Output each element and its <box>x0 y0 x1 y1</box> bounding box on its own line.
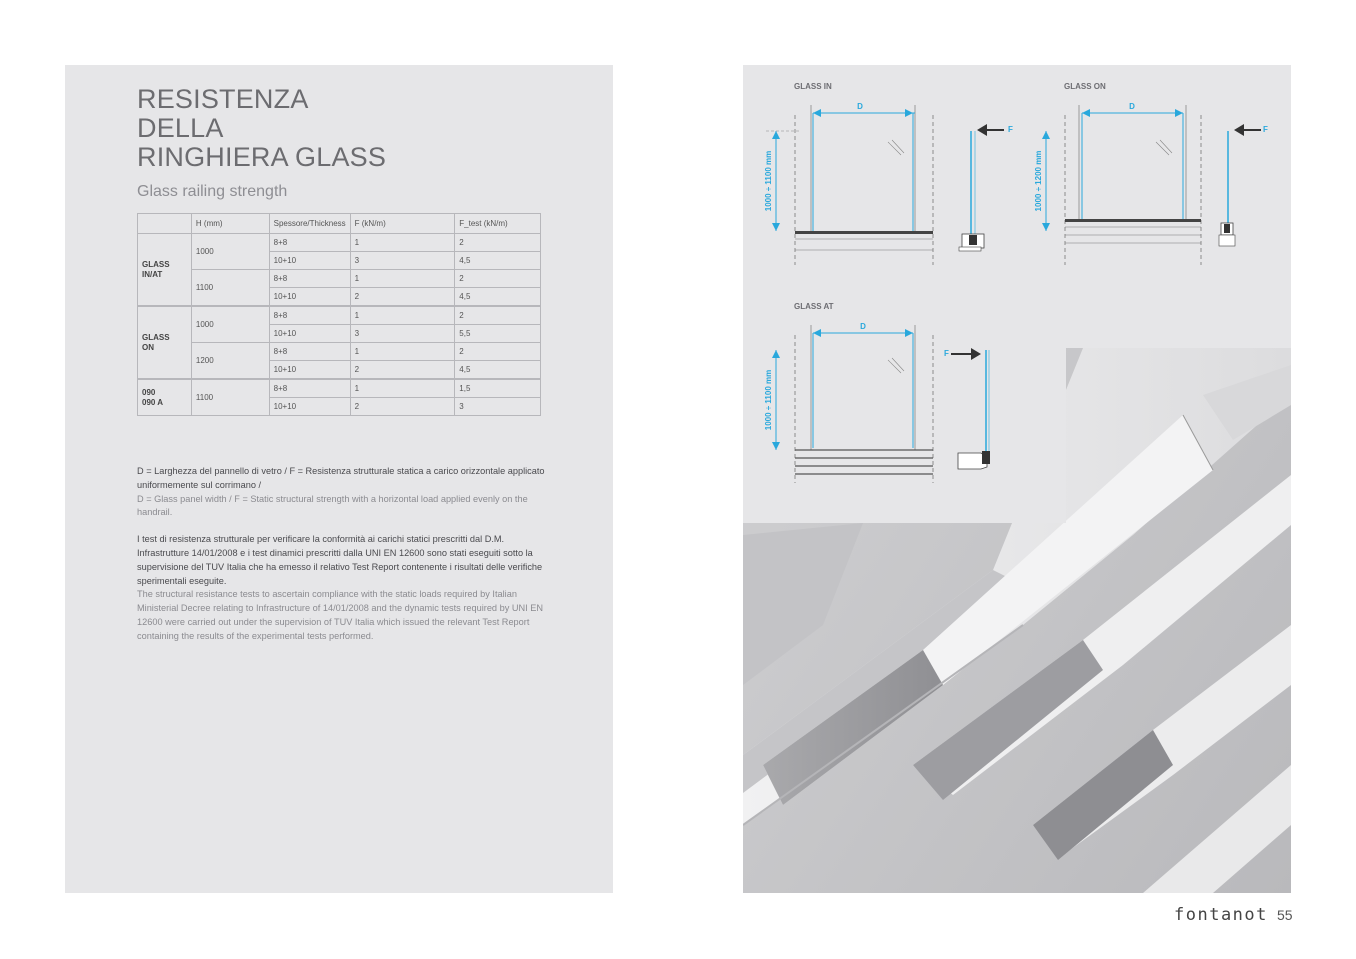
height-cell: 1200 <box>191 343 269 380</box>
height-cell: 1000 <box>191 306 269 343</box>
page-number: 55 <box>1277 907 1293 923</box>
strength-table <box>137 213 541 416</box>
table-row <box>138 270 541 288</box>
table-row <box>138 234 541 252</box>
group-label: GLASS ON <box>138 306 192 379</box>
table-cell: 4,5 <box>455 252 541 270</box>
title-line-1: RESISTENZA <box>137 84 309 114</box>
table-row <box>138 379 541 398</box>
dimension-d: D <box>857 102 863 111</box>
table-cell: 10+10 <box>269 252 350 270</box>
diagram-label: GLASS IN <box>794 82 832 91</box>
table-cell: 10+10 <box>269 288 350 307</box>
table-cell: 1 <box>350 343 455 361</box>
legend-english: D = Glass panel width / F = Static structural strength with a horizontal load applied evenly on the handrail. <box>137 493 528 518</box>
table-cell: 8+8 <box>269 343 350 361</box>
railing-diagrams <box>743 65 1291 523</box>
group-label: 090 090 A <box>138 379 192 416</box>
diagram-glass-at <box>764 302 990 483</box>
table-cell: 8+8 <box>269 234 350 252</box>
table-cell: 10+10 <box>269 398 350 416</box>
force-label: F <box>1263 125 1268 134</box>
table-cell: 1 <box>350 379 455 398</box>
table-cell: 3 <box>455 398 541 416</box>
table-cell: 3 <box>350 252 455 270</box>
title-line-3: RINGHIERA GLASS <box>137 142 387 172</box>
force-label: F <box>944 349 949 358</box>
table-cell: 1,5 <box>455 379 541 398</box>
dimension-d: D <box>860 322 866 331</box>
table-cell: 4,5 <box>455 361 541 380</box>
table-cell: 4,5 <box>455 288 541 307</box>
diagram-glass-on <box>1034 82 1268 265</box>
table-cell: 8+8 <box>269 379 350 398</box>
dimension-height: 1000 ÷ 1100 mm <box>764 150 773 212</box>
table-header: Spessore/Thickness <box>269 214 350 234</box>
dimension-d: D <box>1129 102 1135 111</box>
table-header: F_test (kN/m) <box>455 214 541 234</box>
table-cell: 2 <box>455 306 541 325</box>
table-cell: 2 <box>350 361 455 380</box>
table-cell: 2 <box>350 398 455 416</box>
table-cell: 8+8 <box>269 306 350 325</box>
table-row <box>138 306 541 325</box>
legend-italian: D = Larghezza del pannello di vetro / F = Resistenza strutturale statica a carico orizzontale applicato uniformemente sul corrimano / <box>137 466 545 490</box>
group-label: GLASS IN/AT <box>138 234 192 307</box>
height-cell: 1000 <box>191 234 269 270</box>
table-cell: 2 <box>350 288 455 307</box>
page-title <box>137 85 386 172</box>
table-header: H (mm) <box>191 214 269 234</box>
title-line-2: DELLA <box>137 113 224 143</box>
table-header: F (kN/m) <box>350 214 455 234</box>
table-cell: 2 <box>455 234 541 252</box>
height-cell: 1100 <box>191 270 269 307</box>
tests-english: The structural resistance tests to ascertain compliance with the static loads required by Italian Ministerial Decree relating to Infrastructure of 14/01/2008 and the dynamic tests required by UNI EN 12600 were carried out under the supervision of TUV Italia which issued the relevant Test Report containing the results of the experimental tests performed. <box>137 589 543 641</box>
notes-block <box>137 465 545 644</box>
table-cell: 1 <box>350 270 455 288</box>
table-cell: 8+8 <box>269 270 350 288</box>
table-cell: 2 <box>455 270 541 288</box>
tests-italian: I test di resistenza strutturale per verificare la conformità ai carichi statici prescritti dal D.M. Infrastrutture 14/01/2008 e i test dinamici prescritti dalla UNI EN 12600 sono stati eseguiti sotto la supervisione del TUV Italia che ha emesso il relativo Test Report contenente i risultati delle verifiche sperimentali eseguite. <box>137 534 543 586</box>
diagram-label: GLASS ON <box>1064 82 1106 91</box>
force-label: F <box>1008 125 1013 134</box>
table-cell: 2 <box>455 343 541 361</box>
table-cell: 3 <box>350 325 455 343</box>
dimension-height: 1000 ÷ 1100 mm <box>764 369 773 431</box>
table-row <box>138 343 541 361</box>
table-cell: 10+10 <box>269 325 350 343</box>
height-cell: 1100 <box>191 379 269 416</box>
brand-logo: fontanot <box>1174 905 1268 925</box>
table-cell: 1 <box>350 234 455 252</box>
diagram-label: GLASS AT <box>794 302 834 311</box>
dimension-height: 1000 ÷ 1200 mm <box>1034 150 1043 212</box>
table-cell: 10+10 <box>269 361 350 380</box>
table-header-empty <box>138 214 192 234</box>
table-cell: 1 <box>350 306 455 325</box>
page-subtitle: Glass railing strength <box>137 183 288 200</box>
diagram-glass-in <box>764 82 1013 265</box>
table-cell: 5,5 <box>455 325 541 343</box>
table-header-row <box>138 214 541 234</box>
left-page-panel <box>65 65 613 893</box>
